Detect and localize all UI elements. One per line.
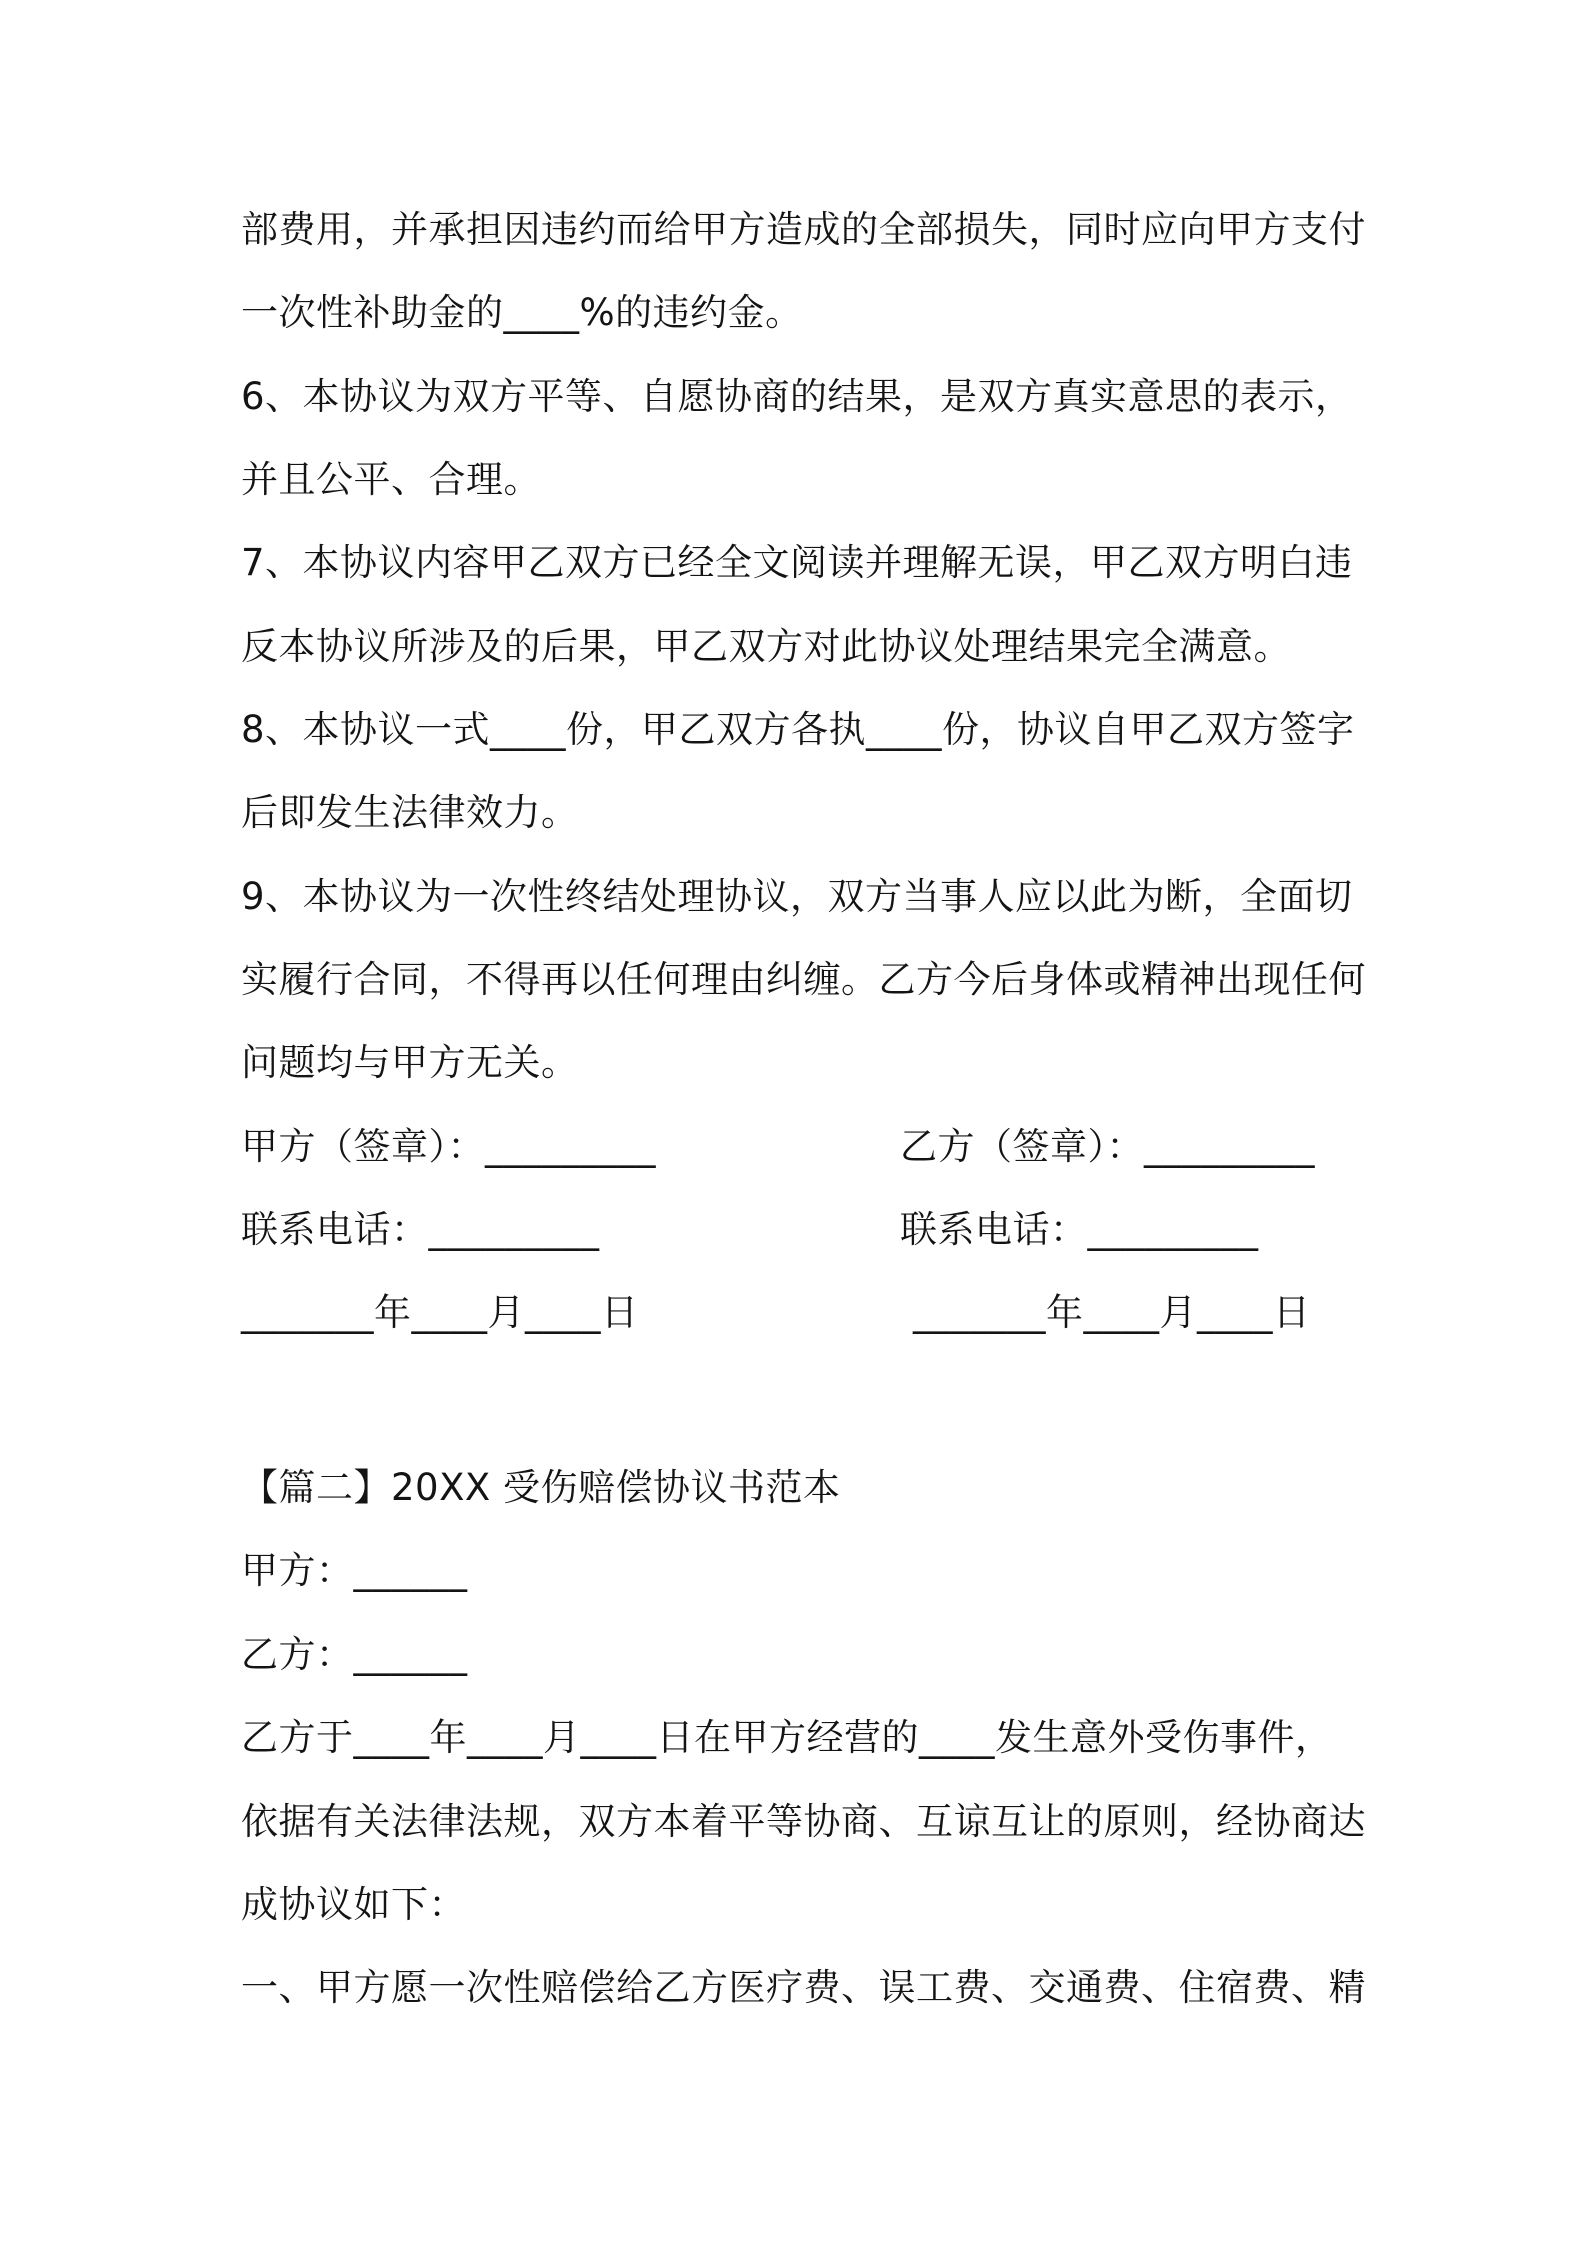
section-2-item-1-line-1: 一、甲方愿一次性赔偿给乙方医疗费、误工费、交通费、住宿费、精: [241, 1966, 1366, 2009]
paragraph-6-line-1: 6、本协议为双方平等、自愿协商的结果，是双方真实意思的表示，: [241, 375, 1353, 418]
section-2-intro-line-1: 乙方于____年____月____日在甲方经营的____发生意外受伤事件，: [241, 1716, 1333, 1759]
section-2-party-a: 甲方：______: [241, 1549, 468, 1592]
paragraph-9-line-1: 9、本协议为一次性终结处理协议，双方当事人应以此为断，全面切: [241, 875, 1353, 918]
party-b-phone-field: 联系电话：_________: [900, 1208, 1259, 1251]
party-a-signature-field: 甲方（签章）：_________: [241, 1125, 656, 1168]
party-a-date-field: _______年____月____日: [241, 1291, 639, 1334]
section-2-intro-line-3: 成协议如下：: [241, 1883, 466, 1926]
paragraph-9-line-3: 问题均与甲方无关。: [241, 1041, 579, 1084]
paragraph-6-line-2: 并且公平、合理。: [241, 458, 541, 501]
party-b-date-field: _______年____月____日: [913, 1291, 1311, 1334]
paragraph-8-line-2: 后即发生法律效力。: [241, 791, 579, 834]
section-2-heading: 【篇二】20XX 受伤赔偿协议书范本: [241, 1466, 841, 1509]
paragraph-8-line-1: 8、本协议一式____份，甲乙双方各执____份，协议自甲乙双方签字: [241, 708, 1355, 751]
paragraph-7-line-1: 7、本协议内容甲乙双方已经全文阅读并理解无误，甲乙双方明白违: [241, 541, 1353, 584]
section-2-intro-line-2: 依据有关法律法规，双方本着平等协商、互谅互让的原则，经协商达: [241, 1800, 1366, 1843]
party-a-phone-field: 联系电话：_________: [241, 1208, 600, 1251]
party-b-signature-field: 乙方（签章）：_________: [900, 1125, 1315, 1168]
paragraph-5-line-2: 一次性补助金的____%的违约金。: [241, 291, 803, 334]
paragraph-5-line-1: 部费用，并承担因违约而给甲方造成的全部损失，同时应向甲方支付: [241, 208, 1366, 251]
paragraph-7-line-2: 反本协议所涉及的后果，甲乙双方对此协议处理结果完全满意。: [241, 625, 1291, 668]
section-2-party-b: 乙方：______: [241, 1633, 468, 1676]
paragraph-9-line-2: 实履行合同，不得再以任何理由纠缠。乙方今后身体或精神出现任何: [241, 958, 1366, 1001]
